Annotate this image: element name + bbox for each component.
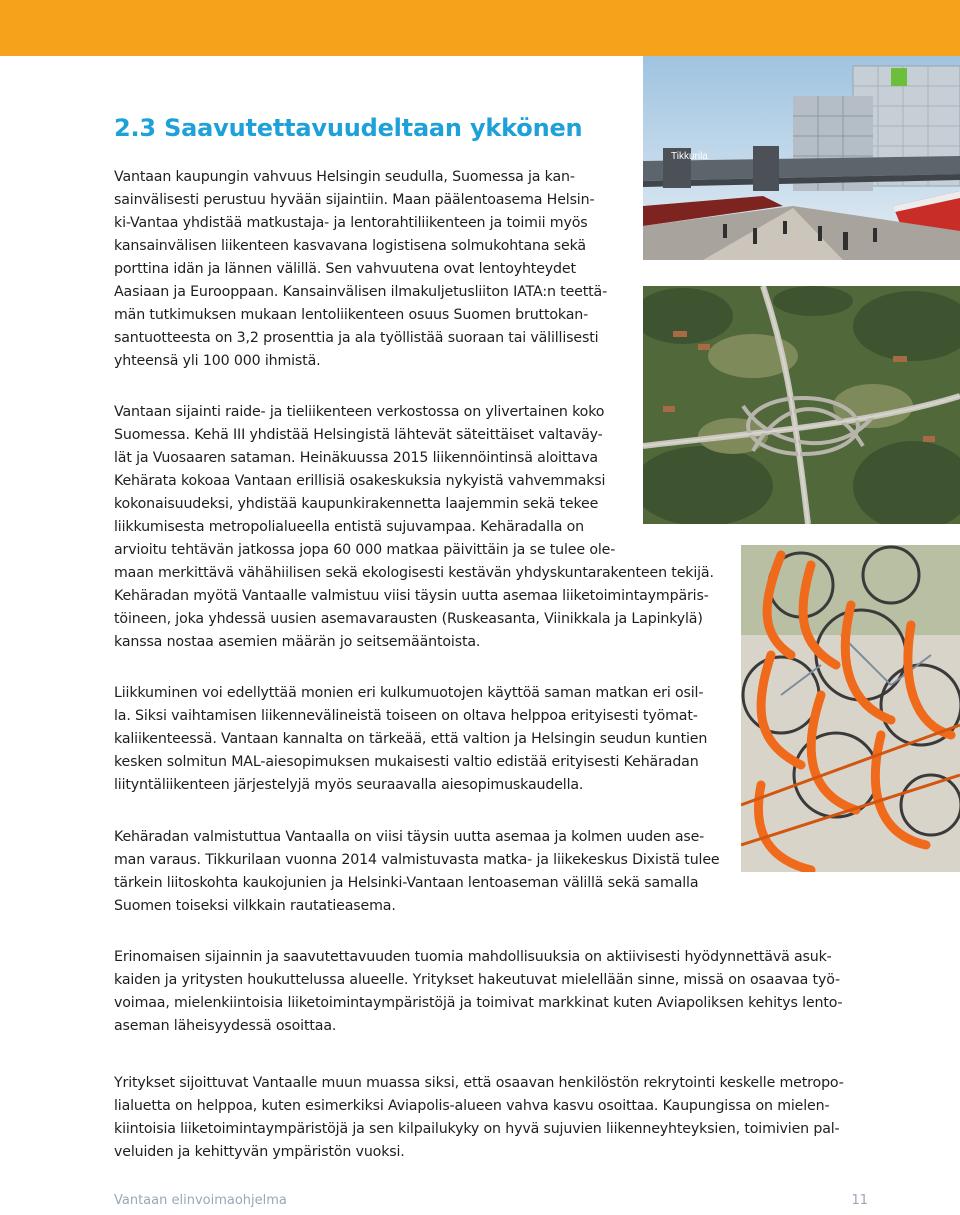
station-sign: Tikkurila <box>671 151 708 162</box>
text-line: voimaa, mielenkiintoisia liiketoimintaympäristöjä ja toimivat markkinat kuten Aviapoliksen kehitys lento- <box>114 995 843 1011</box>
text-line: Vantaan sijainti raide- ja tieliikenteen verkostossa on ylivertainen koko <box>114 404 605 420</box>
text-line: Suomen toiseksi vilkkain rautatieasema. <box>114 898 396 914</box>
paragraph-accessibility-intro <box>114 166 607 373</box>
text-line: man varaus. Tikkurilaan vuonna 2014 valmistuvasta matka- ja liikekeskus Dixistä tulee <box>114 852 720 868</box>
text-line: töineen, joka yhdessä uusien asemavarausten (Ruskeasanta, Viinikkala ja Lapinkylä) <box>114 611 703 627</box>
text-line: Yritykset sijoittuvat Vantaalle muun muassa siksi, että osaavan henkilöstön rekrytointi keskelle metropo- <box>114 1075 844 1091</box>
bicycle-rack-photo <box>741 545 960 872</box>
text-line: lialuetta on helppoa, kuten esimerkiksi Aviapolis-alueen vahva kasvu osoittaa. Kaupungissa on mielen- <box>114 1098 830 1114</box>
text-line: liityntäliikenteen järjestelyjä myös seuraavalla aiesopimuskaudella. <box>114 777 584 793</box>
text-line: sainvälisesti perustuu hyvään sijaintiin. Maan päälentoasema Helsin- <box>114 192 595 208</box>
interchange-illustration <box>643 286 960 524</box>
paragraph-transport-network <box>114 401 714 654</box>
text-line: kansainvälisen liikenteen kasvavana logistisena solmukohtana sekä <box>114 238 586 254</box>
bicycle-illustration <box>741 545 960 872</box>
page-number: 11 <box>851 1193 868 1208</box>
station-illustration <box>643 56 960 260</box>
text-line: tärkein liitoskohta kaukojunien ja Helsinki-Vantaan lentoaseman välillä sekä samalla <box>114 875 699 891</box>
text-line: maan merkittävä vähähiilisen sekä ekologisesti kestävän yhdyskuntarakenteen tekijä. <box>114 565 714 581</box>
text-line: Kehärata kokoaa Vantaan erillisiä osakeskuksia nykyistä vahvemmaksi <box>114 473 606 489</box>
text-line: arvioitu tehtävän jatkossa jopa 60 000 matkaa päivittäin ja se tulee ole- <box>114 542 616 558</box>
text-line: Kehäradan valmistuttua Vantaalla on viisi täysin uutta asemaa ja kolmen uuden ase- <box>114 829 705 845</box>
header-accent-bar <box>0 0 960 56</box>
text-line: Aasiaan ja Eurooppaan. Kansainvälisen ilmakuljetusliiton IATA:n teettä- <box>114 284 608 300</box>
text-line: kokonaisuudeksi, yhdistää kaupunkirakennetta laajemmin sekä tekee <box>114 496 599 512</box>
paragraph-companies <box>114 1072 844 1164</box>
text-line: la. Siksi vaihtamisen liikennevälineistä toiseen on oltava helppoa erityisesti työmat- <box>114 708 698 724</box>
text-line: Kehäradan myötä Vantaalle valmistuu viisi täysin uutta asemaa liiketoimintaympäris- <box>114 588 709 604</box>
text-line: kaiden ja yritysten houkuttelussa alueelle. Yritykset hakeutuvat mielellään sinne, missä on osaavaa työ- <box>114 972 840 988</box>
paragraph-opportunities <box>114 946 843 1038</box>
text-line: yhteensä yli 100 000 ihmistä. <box>114 353 321 369</box>
interchange-aerial-photo <box>643 286 960 524</box>
station-photo <box>643 56 960 260</box>
text-line: aseman läheisyydessä osoittaa. <box>114 1018 337 1034</box>
text-line: kiintoisia liiketoimintaympäristöjä ja sen kilpailukyky on hyvä sujuvien liikenneyhteyksien, toimivien pal- <box>114 1121 840 1137</box>
text-line: santuotteesta on 3,2 prosenttia ja ala työllistää suoraan tai välillisesti <box>114 330 599 346</box>
text-line: män tutkimuksen mukaan lentoliikenteen osuus Suomen bruttokan- <box>114 307 589 323</box>
footer-publication-title: Vantaan elinvoimaohjelma <box>114 1193 287 1208</box>
text-line: Liikkuminen voi edellyttää monien eri kulkumuotojen käyttöä saman matkan eri osil- <box>114 685 704 701</box>
text-line: Vantaan kaupungin vahvuus Helsingin seudulla, Suomessa ja kan- <box>114 169 575 185</box>
text-line: kaliikenteessä. Vantaan kannalta on tärkeää, että valtion ja Helsingin seudun kuntien <box>114 731 708 747</box>
text-line: Erinomaisen sijainnin ja saavutettavuuden tuomia mahdollisuuksia on aktiivisesti hyödynnettävä asuk- <box>114 949 832 965</box>
paragraph-mobility <box>114 682 707 797</box>
text-line: lät ja Vuosaaren sataman. Heinäkuussa 2015 liikennöintinsä aloittava <box>114 450 598 466</box>
text-line: liikkumisesta metropolialueella entistä sujuvampaa. Kehäradalla on <box>114 519 585 535</box>
text-line: kesken solmitun MAL-aiesopimuksen mukaisesti valtio edistää erityisesti Kehäradan <box>114 754 699 770</box>
text-line: kanssa nostaa asemien määrän jo seitsemääntoista. <box>114 634 481 650</box>
page-title: 2.3 Saavutettavuudeltaan ykkönen <box>114 114 583 142</box>
text-line: veluiden ja kehittyvän ympäristön vuoksi. <box>114 1144 405 1160</box>
text-line: Suomessa. Kehä III yhdistää Helsingistä lähtevät säteittäiset valtaväy- <box>114 427 603 443</box>
paragraph-ring-rail-stations <box>114 826 720 918</box>
text-line: ki-Vantaa yhdistää matkustaja- ja lentorahtiliikenteen ja toimii myös <box>114 215 588 231</box>
text-line: porttina idän ja lännen välillä. Sen vahvuutena ovat lentoyhteydet <box>114 261 576 277</box>
